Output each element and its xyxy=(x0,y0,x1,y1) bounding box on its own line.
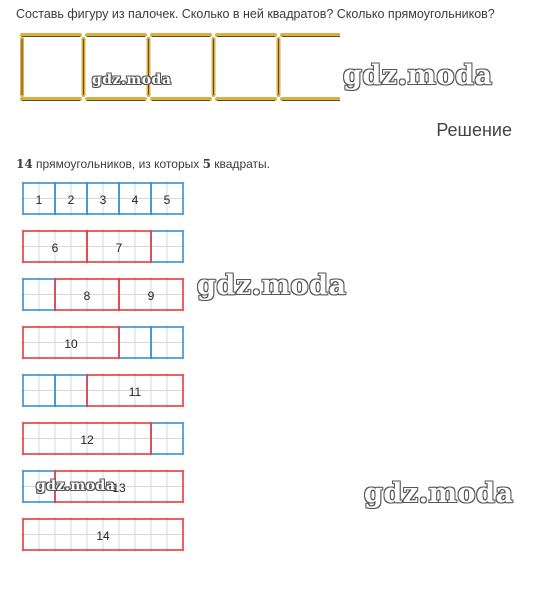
figure-1-label-1: 1 xyxy=(35,192,43,207)
watermark-4: gdz.moda xyxy=(36,478,116,494)
figure-8-label-1: 14 xyxy=(96,528,110,543)
watermark-5: gdz.moda xyxy=(364,478,514,509)
figure-4-label-1: 10 xyxy=(64,336,78,351)
watermark-3: gdz.moda xyxy=(197,270,347,301)
figure-3-label-1: 8 xyxy=(83,288,91,303)
figure-2-label-2: 7 xyxy=(115,240,123,255)
question-text: Составь фигуру из палочек. Сколько в ней квадратов? Сколько прямоугольников? xyxy=(16,7,495,21)
figure-3-label-2: 9 xyxy=(147,288,155,303)
figure-2-label-1: 6 xyxy=(51,240,59,255)
answer-count-squares: 5 xyxy=(202,157,211,171)
answer-count-rectangles: 14 xyxy=(16,157,33,171)
watermark-1: gdz.moda xyxy=(92,72,172,88)
answer-text-end: квадраты. xyxy=(210,157,270,171)
figure-6-label-1: 12 xyxy=(80,432,94,447)
figure-1-label-3: 3 xyxy=(99,192,107,207)
figure-7-label-1: 13 xyxy=(112,480,126,495)
figure-1-label-5: 5 xyxy=(163,192,171,207)
watermark-2: gdz.moda xyxy=(343,60,493,91)
figure-5-label-1: 11 xyxy=(128,384,142,399)
figure-1-label-2: 2 xyxy=(67,192,75,207)
figure-1-label-4: 4 xyxy=(131,192,139,207)
solution-title: Решение xyxy=(436,120,512,140)
answer-text-mid: прямоугольников, из которых xyxy=(32,157,203,171)
